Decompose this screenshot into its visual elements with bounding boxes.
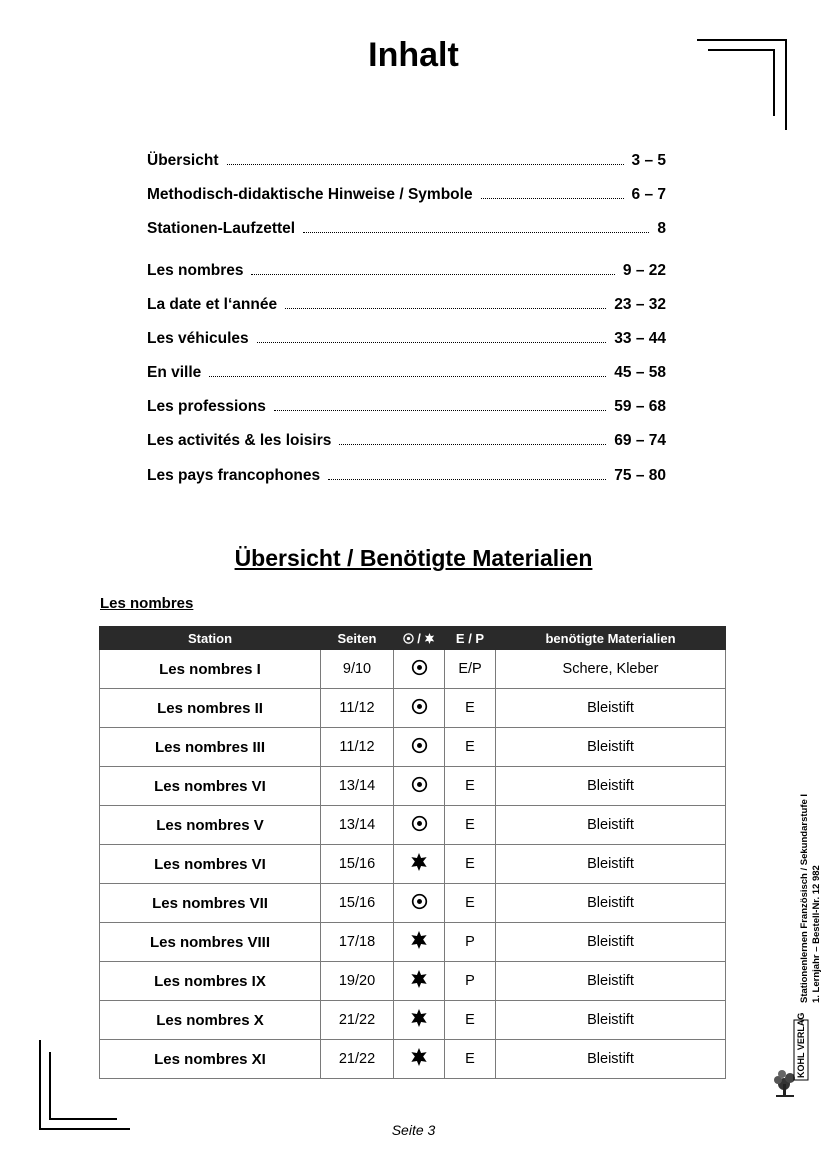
toc-entry (147, 463, 666, 485)
target-icon (410, 658, 428, 676)
toc-entry-pages: 33 – 44 (614, 330, 666, 347)
toc-entry-pages: 3 – 5 (631, 152, 666, 169)
toc-leader-dots (257, 341, 607, 343)
cell-symbol (394, 767, 445, 806)
toc-leader-dots (328, 478, 606, 480)
cell-ep: E (445, 689, 496, 728)
cell-station: Les nombres VII (100, 884, 321, 923)
cell-seiten: 19/20 (321, 962, 394, 1001)
header-symbol (394, 627, 445, 650)
toc-entry-label: La date et l‘année (147, 296, 278, 313)
star-icon (410, 931, 428, 949)
cell-material: Bleistift (496, 1040, 726, 1079)
cell-seiten: 17/18 (321, 923, 394, 962)
cell-ep: P (445, 923, 496, 962)
toc-entry-label: En ville (147, 364, 202, 381)
corner-decoration-bottom-left (49, 1118, 117, 1120)
cell-station: Les nombres VI (100, 845, 321, 884)
table-header-row (100, 627, 726, 650)
corner-decoration-bottom-left (39, 1040, 41, 1130)
toc-entry-pages: 6 – 7 (631, 186, 666, 203)
cell-material: Bleistift (496, 806, 726, 845)
cell-station: Les nombres X (100, 1001, 321, 1040)
cell-seiten: 21/22 (321, 1001, 394, 1040)
toc-leader-dots (227, 163, 624, 165)
toc-leader-dots (481, 197, 624, 199)
cell-material: Bleistift (496, 1001, 726, 1040)
tree-logo-icon (770, 1012, 810, 1102)
cell-material: Bleistift (496, 845, 726, 884)
cell-symbol (394, 884, 445, 923)
header-ep: E / P (445, 627, 496, 650)
star-icon (410, 1009, 428, 1027)
toc-entry (147, 394, 666, 416)
cell-symbol (394, 728, 445, 767)
cell-seiten: 9/10 (321, 650, 394, 689)
cell-ep: E/P (445, 650, 496, 689)
cell-station: Les nombres II (100, 689, 321, 728)
page-title: Inhalt (368, 36, 459, 74)
table-row (100, 767, 726, 806)
toc-entry (147, 360, 666, 382)
toc-entry-pages: 23 – 32 (614, 296, 666, 313)
target-icon (410, 775, 428, 793)
toc-entry (147, 292, 666, 314)
toc-leader-dots (251, 273, 614, 275)
toc-entry-label: Les véhicules (147, 330, 249, 347)
cell-symbol (394, 923, 445, 962)
cell-station: Les nombres V (100, 806, 321, 845)
cell-seiten: 11/12 (321, 689, 394, 728)
cell-symbol (394, 806, 445, 845)
toc-entry-pages: 9 – 22 (622, 262, 666, 279)
toc-entry (147, 258, 666, 280)
cell-material: Bleistift (496, 728, 726, 767)
cell-station: Les nombres VI (100, 767, 321, 806)
cell-material: Bleistift (496, 767, 726, 806)
table-row (100, 845, 726, 884)
side-text-line: 1. Lernjahr – Bestell-Nr. 12 982 (811, 865, 822, 1003)
cell-ep: E (445, 728, 496, 767)
header-materialien: benötigte Materialien (496, 627, 726, 650)
toc-entry-pages: 8 (657, 220, 666, 237)
toc-entry-label: Les nombres (147, 262, 244, 279)
page-footer: Seite 3 (391, 1122, 436, 1138)
toc-leader-dots (339, 443, 606, 445)
star-icon (410, 1048, 428, 1066)
cell-station: Les nombres IX (100, 962, 321, 1001)
toc-entry-pages: 69 – 74 (614, 432, 666, 449)
cell-ep: P (445, 962, 496, 1001)
toc-leader-dots (209, 375, 606, 377)
cell-symbol (394, 962, 445, 1001)
corner-decoration-bottom-left (49, 1052, 51, 1120)
toc-leader-dots (303, 231, 649, 233)
toc-entry (147, 182, 666, 204)
toc-entry-pages: 45 – 58 (614, 364, 666, 381)
side-text-line: Stationenlernen Französisch / Sekundarstufe I (799, 793, 810, 1003)
toc-leader-dots (285, 307, 606, 309)
star-icon (410, 853, 428, 871)
cell-symbol (394, 845, 445, 884)
table-row (100, 650, 726, 689)
cell-seiten: 13/14 (321, 767, 394, 806)
toc-entry-label: Les pays francophones (147, 467, 321, 484)
cell-material: Bleistift (496, 923, 726, 962)
target-icon (410, 892, 428, 910)
table-row (100, 1001, 726, 1040)
toc-entry (147, 428, 666, 450)
header-symbol-separator: / (417, 630, 421, 646)
cell-ep: E (445, 767, 496, 806)
cell-material: Bleistift (496, 884, 726, 923)
star-icon (424, 633, 435, 644)
target-icon (410, 736, 428, 754)
cell-station: Les nombres III (100, 728, 321, 767)
target-icon (410, 697, 428, 715)
toc-entry-label: Übersicht (147, 152, 219, 169)
toc-entry (147, 216, 666, 238)
svg-text:KOHL VERLAG: KOHL VERLAG (796, 1012, 806, 1078)
cell-seiten: 11/12 (321, 728, 394, 767)
table-row (100, 884, 726, 923)
cell-ep: E (445, 806, 496, 845)
cell-seiten: 13/14 (321, 806, 394, 845)
toc-entry-pages: 59 – 68 (614, 398, 666, 415)
section-title: Übersicht / Benötigte Materialien (234, 545, 593, 571)
toc-entry-label: Methodisch-didaktische Hinweise / Symbole (147, 186, 473, 203)
cell-symbol (394, 1001, 445, 1040)
cell-symbol (394, 650, 445, 689)
cell-station: Les nombres VIII (100, 923, 321, 962)
cell-seiten: 15/16 (321, 884, 394, 923)
table-row (100, 1040, 726, 1079)
publisher-logo (770, 1012, 810, 1107)
target-icon (410, 814, 428, 832)
toc-entry (147, 148, 666, 170)
cell-symbol (394, 1040, 445, 1079)
table-row (100, 962, 726, 1001)
cell-ep: E (445, 884, 496, 923)
cell-ep: E (445, 1040, 496, 1079)
star-icon (410, 970, 428, 988)
toc-entry-pages: 75 – 80 (614, 467, 666, 484)
cell-material: Schere, Kleber (496, 650, 726, 689)
materials-table (99, 626, 726, 1079)
header-seiten: Seiten (321, 627, 394, 650)
toc-entry-label: Stationen-Laufzettel (147, 220, 296, 237)
table-row (100, 689, 726, 728)
target-icon (403, 633, 414, 644)
table-row (100, 728, 726, 767)
table-row (100, 806, 726, 845)
publisher-side-text (799, 794, 823, 1003)
subsection-title: Les nombres (100, 595, 194, 612)
header-station: Station (100, 627, 321, 650)
toc-entry (147, 326, 666, 348)
toc-entry-label: Les professions (147, 398, 266, 415)
cell-material: Bleistift (496, 689, 726, 728)
cell-ep: E (445, 1001, 496, 1040)
cell-material: Bleistift (496, 962, 726, 1001)
cell-ep: E (445, 845, 496, 884)
cell-station: Les nombres I (100, 650, 321, 689)
cell-seiten: 21/22 (321, 1040, 394, 1079)
cell-symbol (394, 689, 445, 728)
table-row (100, 923, 726, 962)
toc-entry-label: Les activités & les loisirs (147, 432, 332, 449)
toc-leader-dots (274, 409, 606, 411)
cell-seiten: 15/16 (321, 845, 394, 884)
cell-station: Les nombres XI (100, 1040, 321, 1079)
